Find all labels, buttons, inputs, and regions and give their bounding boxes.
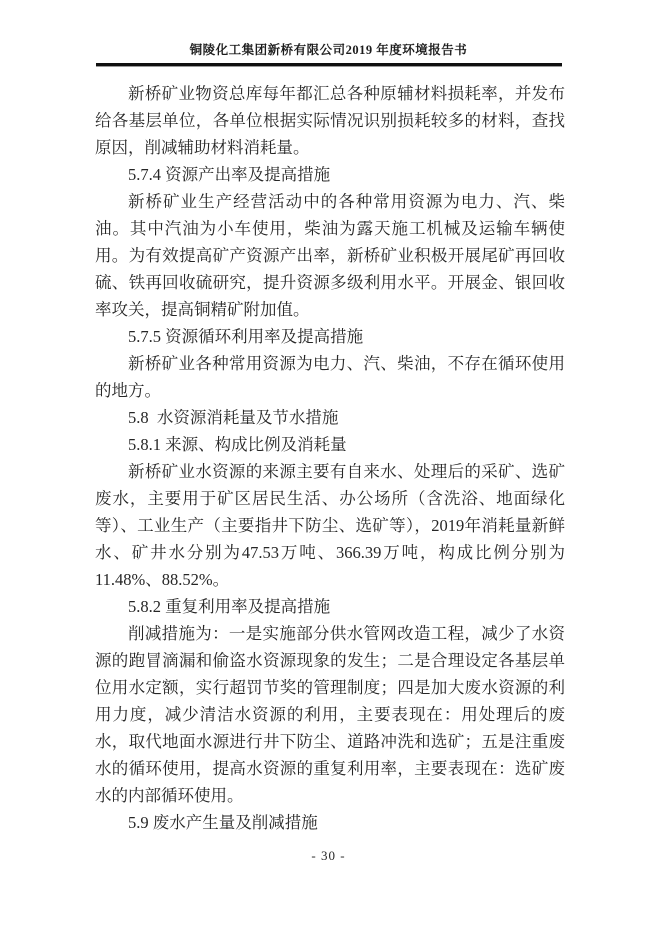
heading-5-7-4-resource-output: 5.7.4 资源产出率及提高措施 bbox=[128, 165, 331, 184]
heading-5-7-5-resource-recycling: 5.7.5 资源循环利用率及提高措施 bbox=[128, 327, 364, 346]
paragraph-resource-recycling: 新桥矿业各种常用资源为电力、汽、柴油，不存在循环使用的地方。 bbox=[95, 354, 565, 400]
paragraph-water-reduction-measures: 削减措施为：一是实施部分供水管网改造工程，减少了水资源的跑冒滴漏和偷盗水资源现象的发生；二是合理设定各基层单位用水定额，实行超罚节奖的管理制度；四是加大废水资源的利用力度，减少清洁水资源的利用，主要表现在：用处理后的废水，取代地面水源进行井下防尘、道路冲洗和选矿；五是注重废水的循环使用，提高水资源的重复利用率，主要表现在：选矿废水的内部循环使用。 bbox=[95, 624, 565, 805]
page-number: - 30 - bbox=[311, 848, 346, 863]
header-title: 铜陵化工集团新桥有限公司2019 年度环境报告书 bbox=[189, 43, 468, 57]
page-footer bbox=[0, 848, 657, 864]
heading-5-9-wastewater: 5.9 废水产生量及削减措施 bbox=[128, 813, 318, 832]
heading-5-8-water-consumption: 5.8 水资源消耗量及节水措施 bbox=[128, 408, 339, 427]
heading-5-8-1-water-sources: 5.8.1 来源、构成比例及消耗量 bbox=[128, 435, 347, 454]
document-body bbox=[0, 67, 657, 836]
page-header bbox=[0, 0, 657, 67]
paragraph-resource-output-measures: 新桥矿业生产经营活动中的各种常用资源为电力、汽、柴油。其中汽油为小车使用，柴油为露天施工机械及运输车辆使用。为有效提高矿产资源产出率，新桥矿业积极开展尾矿再回收硫、铁再回收硫研究，提升资源多级利用水平。开展金、银回收率攻关，提高铜精矿附加值。 bbox=[95, 192, 565, 319]
paragraph-material-loss: 新桥矿业物资总库每年都汇总各种原辅材料损耗率，并发布给各基层单位，各单位根据实际情况识别损耗较多的材料，查找原因，削减辅助材料消耗量。 bbox=[95, 84, 565, 157]
heading-5-8-2-reuse-rate: 5.8.2 重复利用率及提高措施 bbox=[128, 597, 331, 616]
paragraph-water-sources: 新桥矿业水资源的来源主要有自来水、处理后的采矿、选矿废水，主要用于矿区居民生活、办公场所（含洗浴、地面绿化等）、工业生产（主要指井下防尘、选矿等），2019年消耗量新鲜水、矿井水分别为47.53万吨、366.39万吨，构成比例分别为11.48%、88.52%。 bbox=[95, 462, 565, 589]
